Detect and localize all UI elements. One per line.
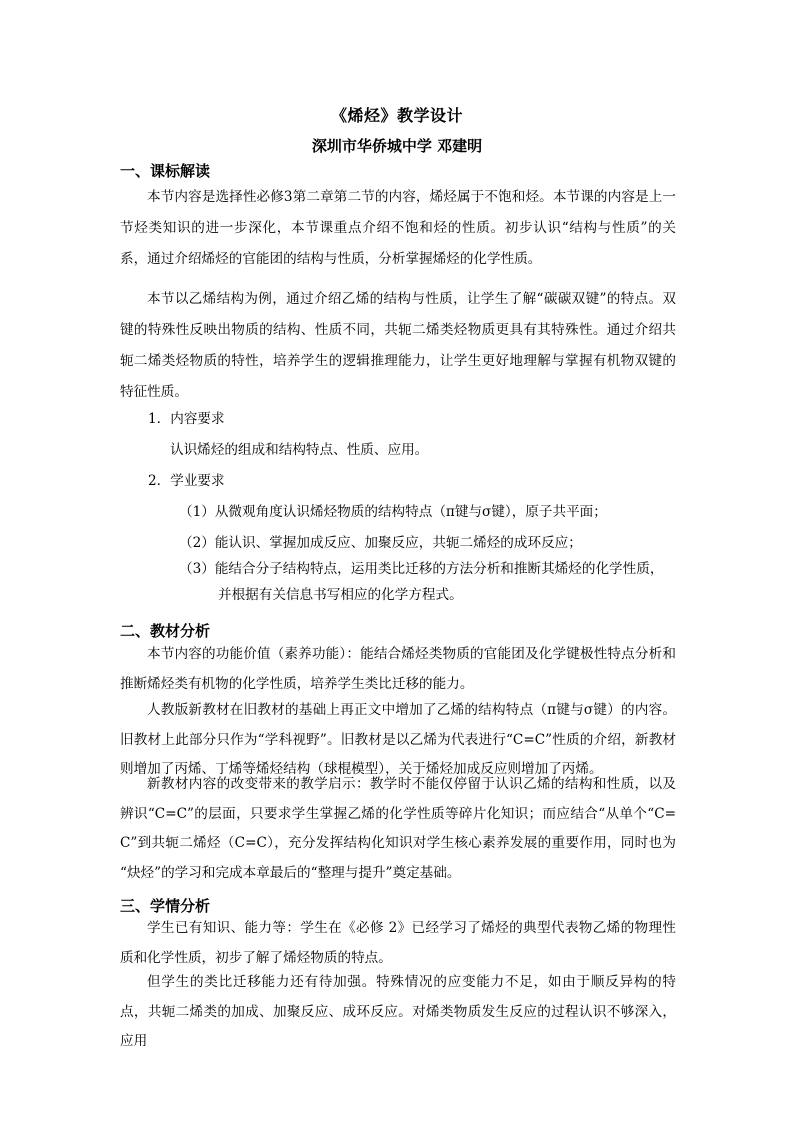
list-item-text: 认识烯烃的组成和结构特点、性质、应用。 (170, 442, 429, 458)
section-heading-learners: 三、学情分析 (120, 897, 211, 915)
requirement-item: （3）能结合分子结构特点，运用类比迁移的方法分析和推断其烯烃的化学性质， (179, 561, 664, 577)
section-heading-textbook: 二、教材分析 (120, 622, 211, 640)
paragraph: 学生已有知识、能力等：学生在《必修 2》已经学习了烯烃的典型代表物乙烯的物理性质和化学性质，初步了解了烯烃物质的特点。 (120, 920, 676, 966)
document-author: 深圳市华侨城中学 邓建明 (311, 137, 483, 155)
paragraph: 人教版新教材在旧教材的基础上再正文中增加了乙烯的结构特点（π键与σ键）的内容。旧教材上此部分只作为“学科视野”。旧教材是以乙烯为代表进行“C=C”性质的介绍，新教材则增加了丙烯、丁烯等烯烃结构（球棍模型），关于烯烃加成反应则增加了丙烯。 (120, 702, 676, 777)
section-heading-curriculum: 一、课标解读 (120, 162, 211, 180)
requirement-item: （1）从微观角度认识烯烃物质的结构特点（π键与σ键），原子共平面； (179, 504, 607, 520)
list-item-title: 1．内容要求 (148, 411, 225, 427)
paragraph: 但学生的类比迁移能力还有待加强。特殊情况的应变能力不足，如由于顺反异构的特点，共轭二烯类的加成、加聚反应、成环反应。对烯类物质发生反应的过程认识不够深入，应用 (120, 974, 676, 1049)
paragraph: 新教材内容的改变带来的教学启示：教学时不能仅停留于认识乙烯的结构和性质，以及辨识“C=C”的层面，只要求学生掌握乙烯的化学性质等碎片化知识；而应结合“从单个“C=C”到共轭二烯烃（C=C），充分发挥结构化知识对学生核心素养发展的重要作用，同时也为 “炔烃”的学习和完成本章最后的“整理与提升”奠定基础。 (120, 776, 676, 881)
paragraph: 本节内容的功能价值（素养功能）：能结合烯烃类物质的官能团及化学键极性特点分析和推断烯烃类有机物的化学性质，培养学生类比迁移的能力。 (120, 646, 676, 692)
paragraph: 本节以乙烯结构为例，通过介绍乙烯的结构与性质，让学生了解“碳碳双键”的特点。双键的特殊性反映出物质的结构、性质不同，共轭二烯类烃物质更具有其特殊性。通过介绍共轭二烯类烃物质的特性，培养学生的逻辑推理能力，让学生更好地理解与掌握有机物双键的特征性质。 (120, 291, 676, 400)
list-item-title: 2．学业要求 (148, 473, 225, 489)
document-title: 《烯烃》教学设计 (330, 106, 463, 125)
requirement-item-continued: 并根据有关信息书写相应的化学方程式。 (218, 587, 463, 603)
requirement-item: （2）能认识、掌握加成反应、加聚反应，共轭二烯烃的成环反应； (179, 535, 582, 551)
paragraph: 本节内容是选择性必修3第二章第二节的内容，烯烃属于不饱和烃。本节课的内容是上一节烃类知识的进一步深化，本节课重点介绍不饱和烃的性质。初步认识“结构与性质”的关系，通过介绍烯烃的官能团的结构与性质，分析掌握烯烃的化学性质。 (120, 189, 676, 267)
